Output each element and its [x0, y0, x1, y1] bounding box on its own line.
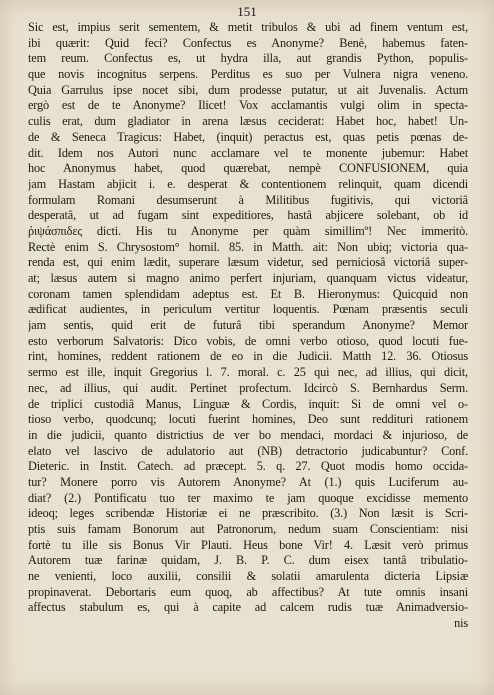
text-line: rint, homines, reddent rationem de eo in die Judicii. Matth 12. 36. Otiosus — [28, 349, 468, 364]
text-line: dit. Idem nos Autori nunc acclamare vel te monente jubemur: Habet — [28, 145, 468, 160]
text-line: Rectè enim S. Chrysostom° homil. 85. in Matth. ait: Non ubiq; victoria qua- — [28, 239, 468, 254]
text-line: culis erat, dum gladiator in arena læsus ceciderat: Habet hoc, habet! Un- — [28, 114, 468, 129]
text-line: diat? (2.) Pontificatu tuo ter maximo te jam quoque excidisse memento — [28, 490, 468, 505]
text-line: Sic est, impius serit sementem, & metit tribulos & ubi ad finem ventum est, — [28, 20, 468, 34]
text-line: affectus stabulum es, qui à capite ad calcem rudis tuæ Animadversio- — [28, 600, 468, 615]
text-line: propinaverat. Debortaris eum quoq, ab affectibus? At tute omnis insani — [28, 584, 468, 599]
text-line: ne venienti, loco auxilii, consilii & solatii amarulenta dicteria Lipsiæ — [28, 569, 468, 584]
text-line: Quia Garrulus ipse nocet sibi, dum prodesse putatur, ut ait Juvenalis. Actum — [28, 82, 468, 97]
text-line: hoc Anonymus habet, quod quærebat, nempè CONFUSIONEM, quia — [28, 161, 468, 176]
text-line: desperatâ, ut ad fugam sint expeditiores, hastâ abjicere solebant, ob id — [28, 208, 468, 223]
page-number: 151 — [237, 4, 257, 19]
text-line: formulam Romani desumserunt à Militibus fugitivis, qui victoriâ — [28, 192, 468, 207]
text-line: ideoq; leges scribendæ Historiæ ei ne præscribito. (3.) Non læsit is Scri- — [28, 506, 468, 521]
text-line: renda est, qui enim lædit, superare læsum videtur, sed perniciosâ victoriâ super- — [28, 255, 468, 270]
text-line: tem reum. Confectus es, ut hydra illa, aut grandis Python, populis- — [28, 51, 468, 66]
text-line: Autorem tuæ farinæ quidam, J. B. P. C. dum eisex tantâ tribulatio- — [28, 553, 468, 568]
text-line: sermo est ille, inquit Gregorius l. 7. moral. c. 25 qui nec, ad illius, qui dicit, — [28, 365, 468, 380]
catchword: nis — [454, 616, 468, 631]
text-line: ibi quærit: Quid feci? Confectus es Anonyme? Benè, habemus faten- — [28, 35, 468, 50]
text-line: in die judicii, quanto districtius de ver bo mendaci, mordaci & injurioso, de — [28, 427, 468, 442]
text-line: jam sentis, quid erit de futurâ tibi sperandum Anonyme? Memor — [28, 318, 468, 333]
text-line: ædificat audientes, in periculum vertitur loquentis. Pœnam præsentis seculi — [28, 302, 468, 317]
text-line: elato vel lascivo de adulatorio aut (NB) detractorio judicabuntur? Conf. — [28, 443, 468, 458]
text-line: Dieteric. in Instit. Catech. ad præcept. 5. q. 27. Quot modis homo occida- — [28, 459, 468, 474]
text-line: tur? Monere porro vis Autorem Anonyme? At (1.) quis Luciferum au- — [28, 474, 468, 489]
text-line: jam Hastam abjicit i. e. desperat & contentionem relinquit, quam dicendi — [28, 176, 468, 191]
text-line: nec, ad illius, qui audit. Pertinet profectum. Idcircò S. Bernhardus Serm. — [28, 380, 468, 395]
text-line: coronam tamen splendidam adeptus est. Et B. Hieronymus: Quicquid non — [28, 286, 468, 301]
text-line: de & Seneca Tragicus: Habet, (inquit) peractus est, quas petis pœnas de- — [28, 129, 468, 144]
text-line: ptis suis famam Bonorum aut Patronorum, nedum suam Conscientiam: nisi — [28, 522, 468, 536]
text-line: at; læsus autem si magno animo perfert injuriam, quanquam victus videatur, — [28, 271, 468, 285]
body-text — [28, 20, 468, 632]
text-line: tioso verbo, quodcunq; locuti fuerint homines, Deo sunt reddituri rationem — [28, 412, 468, 427]
text-line: ergò est de te Anonyme? Ilicet! Vox acclamantis vulgi olim in specta- — [28, 98, 468, 113]
text-line: ῥιψάσπιδες dicti. His tu Anonyme per quàm simillimº! Nec immeritò. — [28, 223, 468, 238]
text-line: que novis incognitus serpens. Perditus es suo per Vulnera nigra veneno. — [28, 67, 468, 82]
text-line: esto verborum Salvatoris: Dico vobis, de omni verbo otioso, quod locuti fue- — [28, 333, 468, 348]
text-line: de triplici custodiâ Manus, Linguæ & Cordis, inquit: Si de omni vel o- — [28, 396, 468, 411]
text-line: fortè tu ille sis Bonus Vir Plauti. Heus bone Vir! 4. Læsit verò primus — [28, 537, 468, 552]
